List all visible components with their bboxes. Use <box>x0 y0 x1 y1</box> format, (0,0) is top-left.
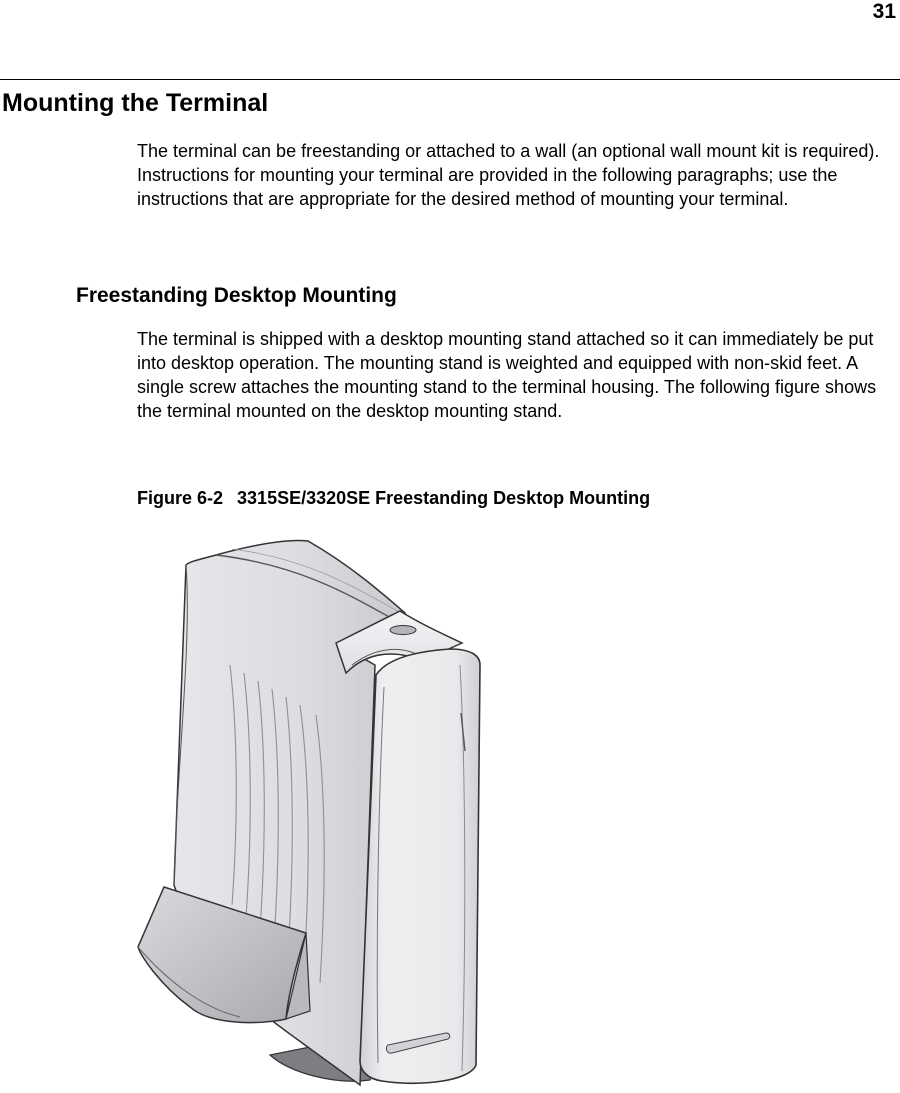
desktop-mounting-paragraph: The terminal is shipped with a desktop mounting stand attached so it can immediately be put into desktop operation. The mounting stand is weighted and equipped with non-skid feet. A single screw attaches the mounting stand to the terminal housing. The following figure shows the terminal mounted on the desktop mounting stand. <box>137 329 877 421</box>
section-title: Mounting the Terminal <box>2 89 269 117</box>
figure-number: Figure 6-2 <box>137 488 224 508</box>
figure-caption <box>137 486 650 510</box>
intro-paragraph: The terminal can be freestanding or attached to a wall (an optional wall mount kit is required). Instructions for mounting your terminal are provided in the following paragraphs; use the instructions that are appropriate for the desired method of mounting your terminal. <box>137 141 880 209</box>
terminal-front-panel <box>360 649 480 1083</box>
page-number: 31 <box>872 0 896 23</box>
header-rule <box>0 79 900 80</box>
subsection-title: Freestanding Desktop Mounting <box>76 284 397 307</box>
figure-title: 3315SE/3320SE Freestanding Desktop Mounting <box>237 488 651 508</box>
terminal-on-desktop-stand-illustration <box>120 525 500 1093</box>
